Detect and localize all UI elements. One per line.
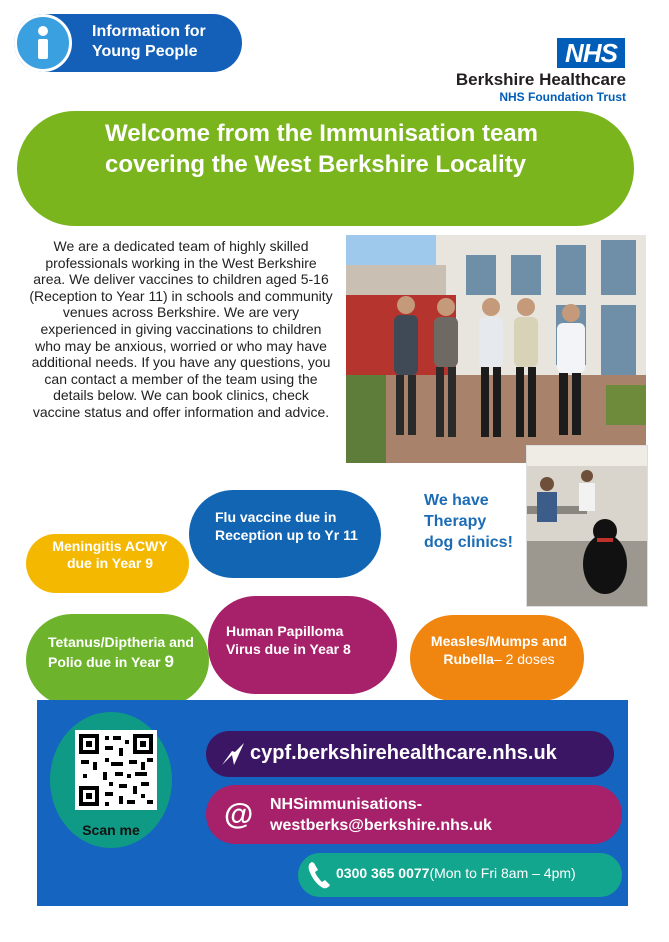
hpv-text: Human Papilloma Virus due in Year 8 bbox=[226, 623, 351, 657]
phone-icon bbox=[306, 860, 332, 890]
tetanus-label: Tetanus/Diptheria and Polio due in Year bbox=[48, 634, 194, 670]
tetanus-text bbox=[48, 632, 198, 672]
intro-paragraph: We are a dedicated team of highly skilled professionals working in the West Berkshire area. We deliver vaccines to children aged 5-16 (Reception to Year 11) in schools and community venues across Berkshire. We are very experienced in giving vaccinations to children who may be anxious, worried or who may have additional needs. If you have any questions, you can contact a member of the team using the details below. We can book clinics, check vaccine status and offer information and advice. bbox=[29, 238, 333, 420]
org-trust: NHS Foundation Trust bbox=[499, 90, 626, 104]
website-url[interactable]: cypf.berkshirehealthcare.nhs.uk bbox=[250, 742, 557, 764]
qr-code-icon[interactable] bbox=[75, 730, 157, 810]
at-sign-icon: @ bbox=[224, 798, 254, 831]
mmr-label: Measles/Mumps and Rubella bbox=[430, 633, 568, 667]
meningitis-text: Meningitis ACWY due in Year 9 bbox=[52, 538, 168, 571]
info-icon bbox=[14, 14, 72, 72]
email-address[interactable]: NHSimmunisations-westberks@berkshire.nhs.uk bbox=[270, 796, 492, 834]
phone-details[interactable] bbox=[336, 865, 576, 881]
page-title: Welcome from the Immunisation team covering the West Berkshire Locality bbox=[105, 120, 538, 178]
send-arrow-icon bbox=[218, 739, 248, 769]
therapy-dog-text: We have Therapy dog clinics! bbox=[424, 492, 513, 551]
org-name: Berkshire Healthcare bbox=[455, 70, 626, 89]
therapy-dog-photo bbox=[526, 445, 648, 607]
team-photo bbox=[346, 235, 646, 463]
mmr-text bbox=[425, 632, 573, 668]
mmr-doses: – 2 doses bbox=[493, 651, 555, 667]
info-label: Information for Young People bbox=[92, 23, 206, 60]
flu-text: Flu vaccine due in Reception up to Yr 11 bbox=[215, 509, 358, 543]
nhs-logo: NHS bbox=[557, 38, 625, 68]
scan-me-label: Scan me bbox=[82, 822, 140, 838]
phone-number[interactable]: 0300 365 0077 bbox=[336, 865, 430, 881]
tetanus-year: 9 bbox=[164, 652, 174, 671]
phone-hours: (Mon to Fri 8am – 4pm) bbox=[429, 865, 576, 881]
